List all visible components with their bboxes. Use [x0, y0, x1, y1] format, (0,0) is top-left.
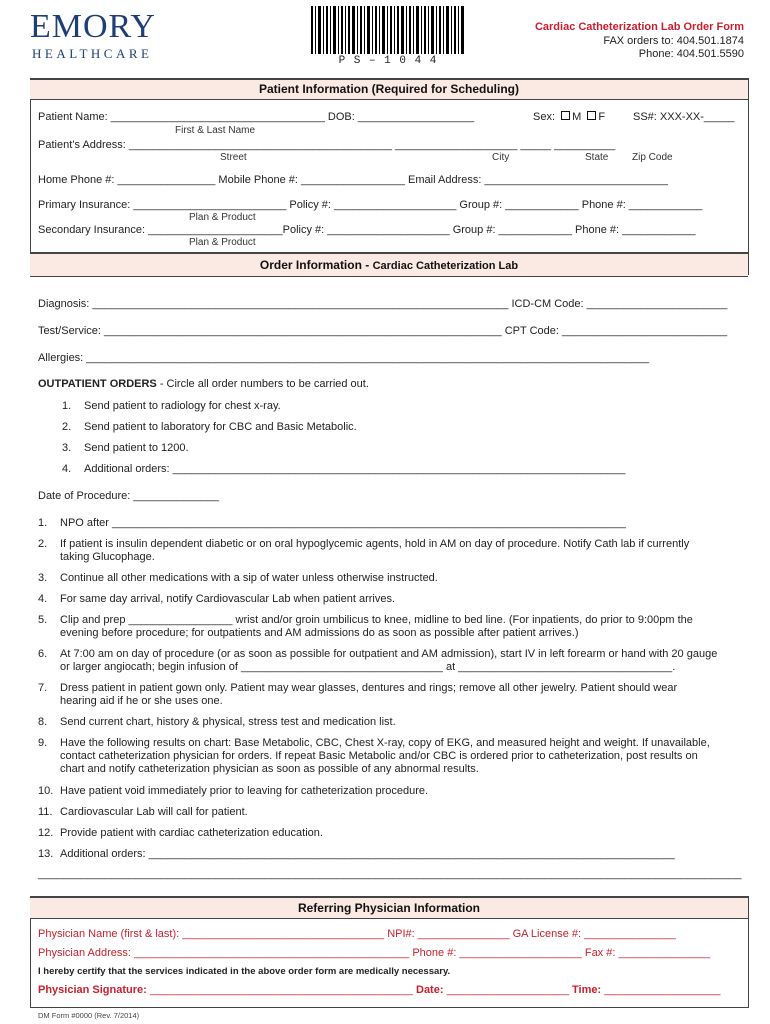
physician-signature-row[interactable]: [38, 984, 720, 996]
procedure-item[interactable]: 13. Additional orders: ______________________________________________________________________________________: [38, 848, 675, 860]
sex-male-label: M: [572, 111, 582, 123]
outpatient-item[interactable]: 4. Additional orders: __________________________________________________________________________: [62, 463, 626, 475]
outpatient-orders-note: - Circle all order numbers to be carried out.: [156, 378, 369, 390]
state-caption: State: [585, 152, 609, 163]
procedure-item[interactable]: 5. Clip and prep _________________ wrist and/or groin umbilicus to knee, midline to bed line. (For inpatients, do prior to 9:00pm the: [38, 614, 693, 626]
procedure-item[interactable]: 7. Dress patient in patient gown only. Patient may wear glasses, dentures and rings; remove all other jewelry. Patient should wear: [38, 682, 678, 694]
sex-field[interactable]: [533, 111, 605, 123]
barcode-icon: [311, 6, 465, 54]
procedure-item[interactable]: 3. Continue all other medications with a sip of water unless otherwise instructed.: [38, 572, 438, 584]
zip-caption: Zip Code: [632, 152, 673, 163]
procedure-item[interactable]: 4. For same day arrival, notify Cardiovascular Lab when patient arrives.: [38, 593, 396, 605]
procedure-item-cont: evening before procedure; for outpatients and AM admissions do as soon as possible after patient arrives.): [60, 627, 579, 639]
form-title: Cardiac Catheterization Lab Order Form: [534, 21, 744, 33]
outpatient-item[interactable]: 2. Send patient to laboratory for CBC and Basic Metabolic.: [62, 421, 357, 433]
date-label: Date:: [416, 984, 444, 996]
test-service-field[interactable]: Test/Service: _________________________________________________________________ CPT Code: ___________________________: [38, 325, 728, 337]
outpatient-orders-heading: [38, 378, 369, 390]
procedure-item-cont: or larger angiocath; begin infusion of _________________________________ at ___________________________________.: [60, 661, 676, 673]
order-info-title: Order Information -: [259, 258, 373, 272]
logo-emory: EMORY: [30, 8, 156, 45]
allergies-field[interactable]: Allergies: ____________________________________________________________________________________________: [38, 352, 650, 364]
frame-right-2: [748, 896, 749, 1008]
outpatient-item[interactable]: 1. Send patient to radiology for chest x-ray.: [62, 400, 281, 412]
fax-number: FAX orders to: 404.501.1874: [603, 35, 744, 47]
sex-label: Sex:: [533, 111, 556, 123]
time-label: Time:: [572, 984, 602, 996]
frame-right-1: [748, 78, 749, 275]
frame-bottom: [30, 1007, 749, 1008]
procedure-item[interactable]: 11. Cardiovascular Lab will call for patient.: [38, 806, 248, 818]
diagnosis-field[interactable]: Diagnosis: ____________________________________________________________________ ICD-CM Code: _______________________: [38, 298, 728, 310]
patient-name-field[interactable]: Patient Name: ___________________________________ DOB: ___________________: [38, 111, 475, 123]
barcode-text: P S – 1 0 4 4: [316, 55, 460, 69]
signature-label: Physician Signature:: [38, 984, 147, 996]
procedure-item-cont: chart and notify catheterization physician as soon as possible of any abnormal results.: [60, 763, 479, 775]
ss-field[interactable]: SS#: XXX-XX-_____: [633, 111, 735, 123]
signature-blank[interactable]: ___________________________________________: [149, 984, 413, 996]
procedure-item-cont: hearing aid if he or she uses one.: [60, 695, 223, 707]
physician-address-field[interactable]: Physician Address: _____________________________________________ Phone #: ____________________ Fax #: _______________: [38, 947, 711, 959]
street-caption: Street: [220, 152, 247, 163]
procedure-item[interactable]: 9. Have the following results on chart: Base Metabolic, CBC, Chest X-ray, copy of EKG, and measured height and weight. If unavailable,: [38, 737, 710, 749]
procedure-item[interactable]: 12. Provide patient with cardiac catheterization education.: [38, 827, 323, 839]
sex-male-checkbox[interactable]: [561, 111, 570, 120]
date-of-procedure-field[interactable]: Date of Procedure: ______________: [38, 490, 220, 502]
primary-insurance-field[interactable]: Primary Insurance: _________________________ Policy #: ____________________ Group #: ____________ Phone #: ____________: [38, 199, 703, 211]
procedure-item[interactable]: 2. If patient is insulin dependent diabetic or on oral hypoglycemic agents, hold in AM on day of procedure. Notify Cath lab if currently: [38, 538, 690, 550]
date-blank[interactable]: ____________________: [446, 984, 569, 996]
physician-name-field[interactable]: Physician Name (first & last): _________________________________ NPI#: _______________ GA License #: _______________: [38, 928, 676, 940]
city-caption: City: [492, 152, 510, 163]
procedure-item-cont: contact catheterization physician for orders. If repeat Basic Metabolic and/or CBC is ordered prior to catheterization, post results on: [60, 750, 698, 762]
procedure-item[interactable]: 1. NPO after ____________________________________________________________________________________: [38, 517, 626, 529]
procedure-item-cont: taking Glucophage.: [60, 551, 155, 563]
frame-left-1: [30, 78, 31, 275]
procedure-item[interactable]: 10. Have patient void immediately prior to leaving for catheterization procedure.: [38, 785, 429, 797]
barcode: [311, 6, 465, 54]
logo-healthcare: HEALTHCARE: [32, 46, 153, 61]
secondary-insurance-field[interactable]: Secondary Insurance: ______________________Policy #: ____________________ Group #: ____________ Phone #: ____________: [38, 224, 696, 236]
time-blank[interactable]: ___________________: [604, 984, 721, 996]
plan-product-caption-1: Plan & Product: [189, 212, 256, 223]
sex-female-checkbox[interactable]: [587, 111, 596, 120]
first-last-caption: First & Last Name: [175, 125, 256, 136]
outpatient-orders-title: OUTPATIENT ORDERS: [38, 378, 157, 390]
plan-product-caption-2: Plan & Product: [189, 237, 256, 248]
patient-info-header: Patient Information (Required for Scheduling): [30, 78, 748, 100]
procedure-item[interactable]: 8. Send current chart, history & physical, stress test and medication list.: [38, 716, 396, 728]
outpatient-item[interactable]: 3. Send patient to 1200.: [62, 442, 189, 454]
sex-female-label: F: [598, 111, 606, 123]
additional-orders-line[interactable]: ___________________________________________________________________________________________________________________: [38, 868, 742, 880]
procedure-item[interactable]: 6. At 7:00 am on day of procedure (or as soon as possible for outpatient and AM admission), start IV in left forearm or hand with 20 gauge: [38, 648, 718, 660]
order-info-subtitle: Cardiac Catheterization Lab: [372, 260, 519, 272]
certification-statement: I hereby certify that the services indicated in the above order form are medically necessary.: [38, 966, 451, 977]
phone-number: Phone: 404.501.5590: [638, 48, 744, 60]
patient-address-field[interactable]: Patient’s Address: ___________________________________________ ____________________ _____ __________: [38, 139, 616, 151]
form-footer: DM Form #0000 (Rev. 7/2014): [38, 1011, 140, 1020]
phones-email-field[interactable]: Home Phone #: ________________ Mobile Phone #: _________________ Email Address: ______________________________: [38, 174, 668, 186]
order-info-header: [30, 252, 748, 277]
physician-info-header: Referring Physician Information: [30, 896, 748, 919]
